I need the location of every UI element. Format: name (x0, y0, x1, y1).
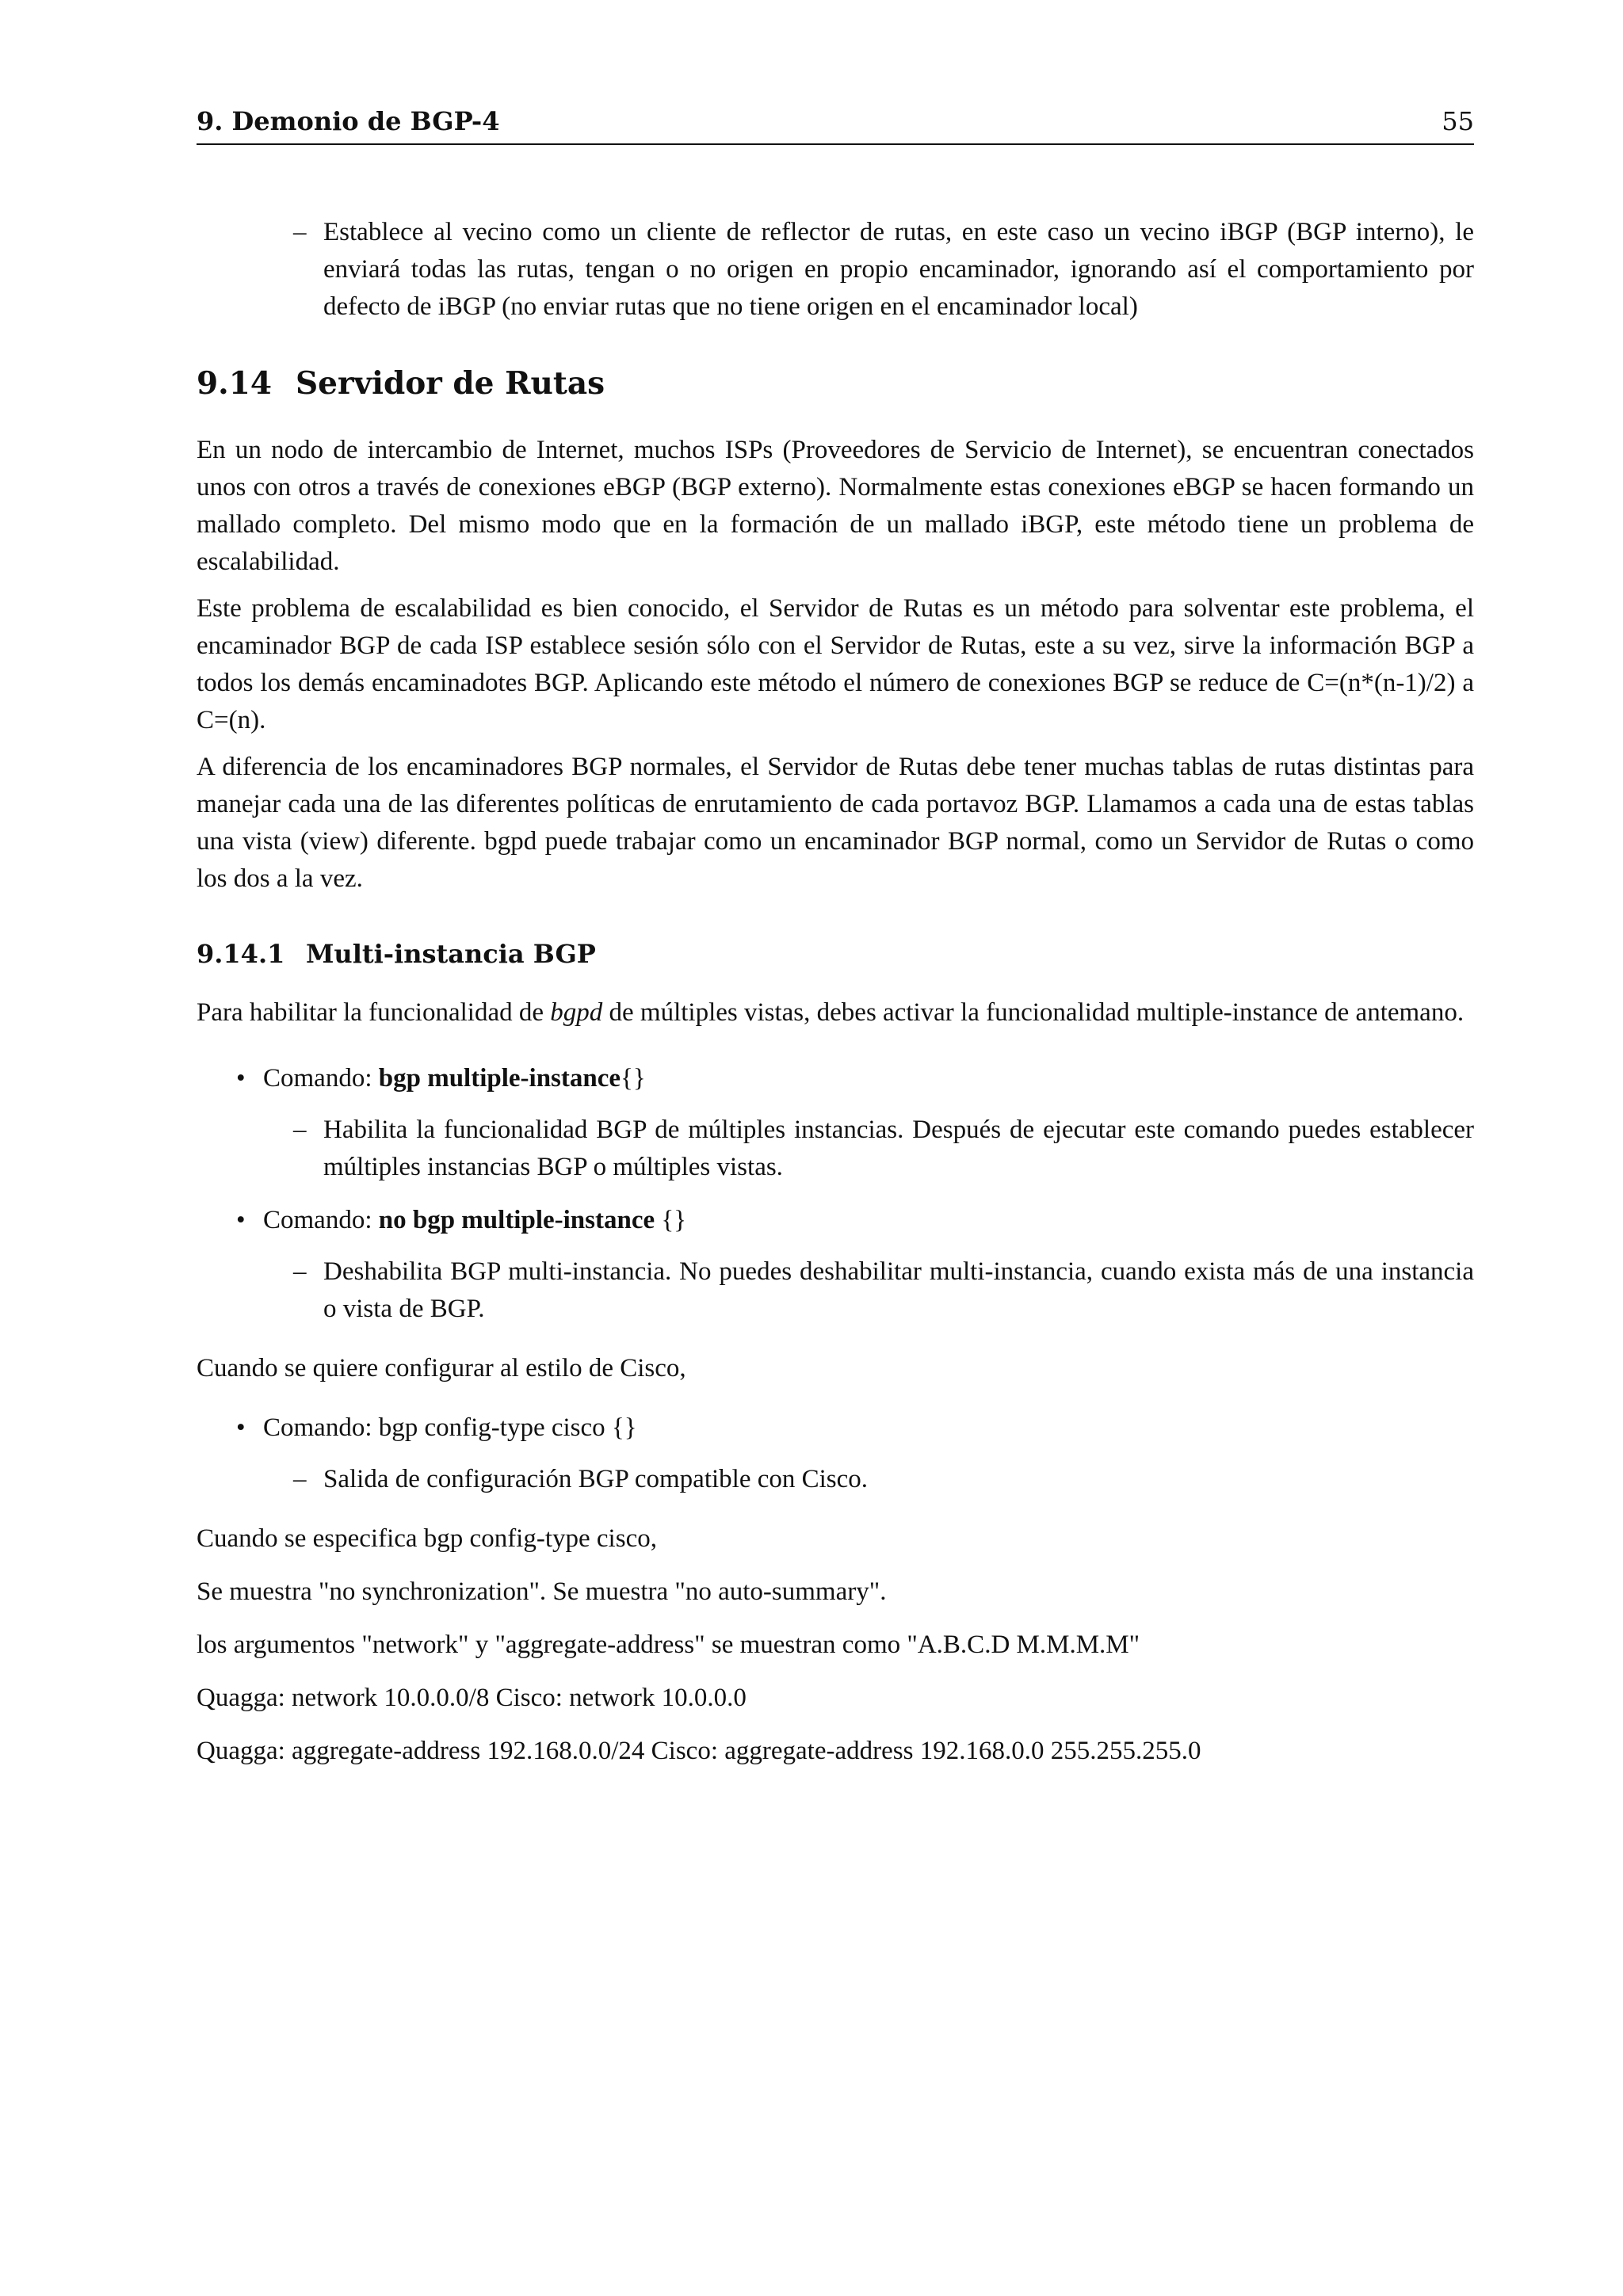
para-text: Para habilitar la funcionalidad de (197, 998, 551, 1027)
command-2-description (197, 1253, 1474, 1328)
command-line (263, 1060, 1474, 1097)
section-paragraph-1: En un nodo de intercambio de Internet, muchos ISPs (Proveedores de Servicio de Internet), se encuentran conectados unos con otros a través de conexiones eBGP (BGP externo). Normalmente estas conexiones eBGP se hacen formando un mallado completo. Del mismo modo que en la formación de un mallado iBGP, este método tiene un problema de escalabilidad. (197, 436, 1474, 576)
description-text: Salida de configuración BGP compatible con Cisco. (323, 1465, 869, 1493)
section-paragraph-3: A diferencia de los encaminadores BGP normales, el Servidor de Rutas debe tener muchas tablas de rutas distintas para manejar cada una de las diferentes políticas de enrutamiento de cada portavoz BGP. Llamamos a cada una de estas tablas una vista (view) diferente. bgpd puede trabajar como un encaminador BGP normal, como un Servidor de Rutas o como los dos a la vez. (197, 753, 1474, 893)
closing-line-4: Quagga: network 10.0.0.0/8 Cisco: network 10.0.0.0 (197, 1684, 747, 1712)
para-emphasis: bgpd (550, 998, 603, 1027)
section-heading (197, 364, 1474, 403)
command-1-description (197, 1112, 1474, 1186)
para-text: de múltiples vistas, debes activar la funcionalidad multiple-instance de antemano. (602, 998, 1465, 1027)
description-text: Habilita la funcionalidad BGP de múltiples instancias. Después de ejecutar este comando puedes establecer múltiples instancias BGP o múltiples vistas. (323, 1116, 1474, 1181)
chapter-title: 9. Demonio de BGP-4 (197, 106, 500, 136)
bullet-marker: • (236, 1413, 246, 1442)
dash-marker: – (293, 1257, 307, 1286)
description-text: Deshabilita BGP multi-instancia. No puedes deshabilitar multi-instancia, cuando exista más de una instancia o vista de BGP. (323, 1257, 1474, 1323)
cisco-command-description (197, 1461, 1474, 1498)
closing-line-3: los argumentos "network" y "aggregate-address" se muestran como "A.B.C.D M.M.M.M" (197, 1630, 1140, 1659)
command-line: Comando: bgp config-type cisco {} (263, 1413, 637, 1442)
bullet-marker: • (236, 1206, 246, 1234)
page-content (197, 214, 1474, 1770)
command-item-2 (197, 1202, 1474, 1239)
command-suffix: {} (621, 1064, 646, 1093)
dash-marker: – (293, 218, 307, 246)
intro-dash-item (197, 214, 1474, 326)
section-number: 9.14 (197, 365, 272, 402)
cisco-command-item (197, 1409, 1474, 1447)
section-title: Servidor de Rutas (296, 365, 605, 402)
command-prefix: Comando: (263, 1064, 379, 1093)
page-number: 55 (1442, 106, 1474, 136)
bullet-marker: • (236, 1064, 246, 1093)
closing-line-1: Cuando se especifica bgp config-type cisco, (197, 1524, 657, 1553)
dash-marker: – (293, 1465, 307, 1493)
command-prefix: Comando: (263, 1206, 379, 1234)
closing-line-2: Se muestra "no synchronization". Se muestra "no auto-summary". (197, 1577, 887, 1606)
subsection-number: 9.14.1 (197, 939, 285, 969)
intro-dash-text: Establece al vecino como un cliente de reflector de rutas, en este caso un vecino iBGP (BGP interno), le enviará todas las rutas, tengan o no origen en propio encaminador, ignorando así el comportamiento por defecto de iBGP (no enviar rutas que no tiene origen en el encaminador local) (323, 218, 1474, 321)
command-suffix: {} (655, 1206, 687, 1234)
cisco-intro: Cuando se quiere configurar al estilo de Cisco, (197, 1354, 686, 1383)
dash-marker: – (293, 1116, 307, 1144)
command-name: bgp multiple-instance (378, 1064, 621, 1093)
running-header (197, 105, 1474, 145)
command-name: no bgp multiple-instance (378, 1206, 655, 1234)
section-paragraph-2: Este problema de escalabilidad es bien conocido, el Servidor de Rutas es un método para solventar este problema, el encaminador BGP de cada ISP establece sesión sólo con el Servidor de Rutas, este a su vez, sirve la información BGP a todos los demás encaminadotes BGP. Aplicando este método el número de conexiones BGP se reduce de C=(n*(n-1)/2) a C=(n). (197, 594, 1474, 734)
subsection-title: Multi-instancia BGP (306, 939, 596, 969)
command-item-1 (197, 1060, 1474, 1097)
subsection-paragraph (197, 994, 1474, 1032)
closing-line-5: Quagga: aggregate-address 192.168.0.0/24 Cisco: aggregate-address 192.168.0.0 255.255.255.0 (197, 1737, 1201, 1765)
command-line (263, 1202, 1474, 1239)
subsection-heading (197, 936, 1474, 972)
